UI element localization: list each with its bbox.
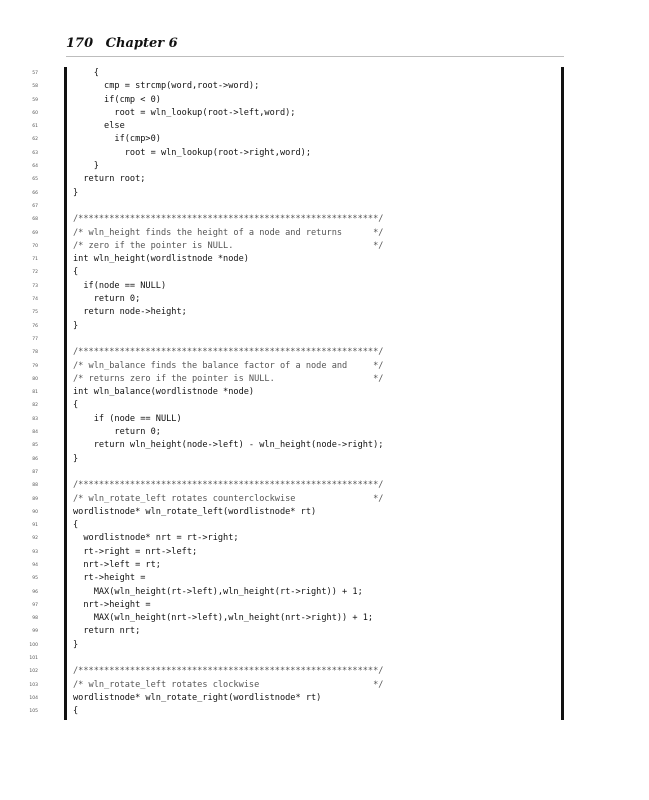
line-number: 60 xyxy=(32,110,38,116)
line-number: 75 xyxy=(32,310,38,316)
page-number: 170 xyxy=(66,36,94,51)
code-line xyxy=(0,373,649,386)
line-number: 59 xyxy=(32,97,38,103)
line-number: 68 xyxy=(32,217,38,223)
line-number: 72 xyxy=(32,270,38,276)
line-number: 96 xyxy=(32,589,38,595)
code-text: cmp = strcmp(word,root->word); xyxy=(73,81,260,92)
code-line xyxy=(0,413,649,426)
code-text: root = wln_lookup(root->left,word); xyxy=(73,107,296,118)
line-number: 98 xyxy=(32,616,38,622)
line-number: 73 xyxy=(32,283,38,289)
code-line xyxy=(0,147,649,160)
line-number: 61 xyxy=(32,124,38,130)
code-line xyxy=(0,240,649,253)
code-line xyxy=(0,80,649,93)
code-text: } xyxy=(73,187,79,198)
code-text: } xyxy=(73,320,79,331)
line-number: 91 xyxy=(32,523,38,529)
code-line xyxy=(0,625,649,638)
code-line xyxy=(0,386,649,399)
line-number: 70 xyxy=(32,243,38,249)
code-text: if(node == NULL) xyxy=(73,280,167,291)
code-line xyxy=(0,306,649,319)
line-number: 67 xyxy=(32,203,38,209)
code-text: /**********************************************************/ xyxy=(73,480,384,491)
code-text: return nrt; xyxy=(73,626,141,637)
code-line xyxy=(0,493,649,506)
line-number: 62 xyxy=(32,137,38,143)
code-text: /* wln_rotate_left rotates clockwise */ xyxy=(73,679,384,690)
code-line xyxy=(0,293,649,306)
code-text: { xyxy=(73,520,79,531)
code-text: } xyxy=(73,639,79,650)
code-line xyxy=(0,439,649,452)
code-text: nrt->left = rt; xyxy=(73,559,161,570)
line-number: 77 xyxy=(32,336,38,342)
line-number: 102 xyxy=(29,669,38,675)
code-text: return node->height; xyxy=(73,307,187,318)
code-line xyxy=(0,426,649,439)
code-text: if (node == NULL) xyxy=(73,413,182,424)
line-number: 57 xyxy=(32,71,38,76)
line-number: 82 xyxy=(32,403,38,409)
code-line xyxy=(0,586,649,599)
code-line xyxy=(0,360,649,373)
code-line xyxy=(0,399,649,412)
code-line xyxy=(0,333,649,346)
line-number: 76 xyxy=(32,323,38,329)
code-line xyxy=(0,253,649,266)
line-number: 90 xyxy=(32,509,38,515)
code-text: return 0; xyxy=(73,294,141,305)
code-line xyxy=(0,479,649,492)
code-line xyxy=(0,320,649,333)
code-text: int wln_height(wordlistnode *node) xyxy=(73,254,249,265)
line-number: 103 xyxy=(29,682,38,688)
line-number: 104 xyxy=(29,695,38,701)
code-line xyxy=(0,466,649,479)
code-line xyxy=(0,346,649,359)
code-line xyxy=(0,572,649,585)
code-text: /**********************************************************/ xyxy=(73,214,384,225)
code-line xyxy=(0,639,649,652)
code-text: if(cmp < 0) xyxy=(73,94,161,105)
code-line xyxy=(0,679,649,692)
line-number: 58 xyxy=(32,84,38,90)
line-number: 101 xyxy=(29,656,38,662)
code-text: } xyxy=(73,161,99,172)
code-line xyxy=(0,665,649,678)
code-line xyxy=(0,559,649,572)
code-text: { xyxy=(73,706,79,717)
code-line xyxy=(0,213,649,226)
code-text: wordlistnode* nrt = rt->right; xyxy=(73,533,239,544)
header-rule xyxy=(66,56,564,57)
code-line xyxy=(0,160,649,173)
code-text: int wln_balance(wordlistnode *node) xyxy=(73,387,255,398)
line-number: 87 xyxy=(32,469,38,475)
code-text: wordlistnode* wln_rotate_left(wordlistnode* rt) xyxy=(73,506,317,517)
code-text: return 0; xyxy=(73,427,161,438)
line-number: 86 xyxy=(32,456,38,462)
line-number: 84 xyxy=(32,430,38,436)
line-number: 74 xyxy=(32,297,38,303)
line-number: 66 xyxy=(32,190,38,196)
line-number: 69 xyxy=(32,230,38,236)
line-number: 97 xyxy=(32,602,38,608)
line-number: 100 xyxy=(29,642,38,648)
line-number: 80 xyxy=(32,376,38,382)
code-text: { xyxy=(73,68,99,78)
code-line xyxy=(0,692,649,705)
code-line xyxy=(0,280,649,293)
code-line xyxy=(0,519,649,532)
line-number: 85 xyxy=(32,443,38,449)
code-text: rt->height = xyxy=(73,573,146,584)
code-text: rt->right = nrt->left; xyxy=(73,546,198,557)
line-number: 99 xyxy=(32,629,38,635)
code-text: /**********************************************************/ xyxy=(73,666,384,677)
code-line xyxy=(0,187,649,200)
code-line xyxy=(0,107,649,120)
code-text: else xyxy=(73,121,125,132)
line-number: 95 xyxy=(32,576,38,582)
line-number: 92 xyxy=(32,536,38,542)
code-text: /**********************************************************/ xyxy=(73,347,384,358)
line-number: 64 xyxy=(32,164,38,170)
code-text: /* wln_rotate_left rotates counterclockwise */ xyxy=(73,493,384,504)
code-line xyxy=(0,94,649,107)
code-line xyxy=(0,266,649,279)
code-text: return root; xyxy=(73,174,146,185)
code-line xyxy=(0,200,649,213)
page-header xyxy=(66,36,178,51)
line-number: 65 xyxy=(32,177,38,183)
code-text: MAX(wln_height(rt->left),wln_height(rt->right)) + 1; xyxy=(73,586,363,597)
code-line xyxy=(0,453,649,466)
code-line xyxy=(0,67,649,80)
code-text: if(cmp>0) xyxy=(73,134,161,145)
code-line xyxy=(0,133,649,146)
code-line xyxy=(0,612,649,625)
code-line xyxy=(0,120,649,133)
line-number: 63 xyxy=(32,150,38,156)
line-number: 105 xyxy=(29,709,38,715)
line-number: 81 xyxy=(32,390,38,396)
code-listing xyxy=(0,67,649,719)
line-number: 79 xyxy=(32,363,38,369)
code-text: wordlistnode* wln_rotate_right(wordlistnode* rt) xyxy=(73,692,322,703)
chapter-title: Chapter 6 xyxy=(105,36,178,51)
line-number: 89 xyxy=(32,496,38,502)
code-line xyxy=(0,173,649,186)
code-text: return wln_height(node->left) - wln_height(node->right); xyxy=(73,440,384,451)
line-number: 83 xyxy=(32,416,38,422)
code-line xyxy=(0,506,649,519)
code-line xyxy=(0,652,649,665)
code-line xyxy=(0,599,649,612)
code-text: /* wln_balance finds the balance factor of a node and */ xyxy=(73,360,384,371)
line-number: 93 xyxy=(32,549,38,555)
code-text: { xyxy=(73,400,79,411)
code-text: /* zero if the pointer is NULL. */ xyxy=(73,240,384,251)
code-text: MAX(wln_height(nrt->left),wln_height(nrt->right)) + 1; xyxy=(73,613,374,624)
code-text: /* returns zero if the pointer is NULL. */ xyxy=(73,373,384,384)
line-number: 88 xyxy=(32,483,38,489)
code-line xyxy=(0,532,649,545)
code-text: /* wln_height finds the height of a node and returns */ xyxy=(73,227,384,238)
code-line xyxy=(0,705,649,718)
code-line xyxy=(0,227,649,240)
code-text: nrt->height = xyxy=(73,599,151,610)
code-line xyxy=(0,546,649,559)
code-text: } xyxy=(73,453,79,464)
line-number: 78 xyxy=(32,350,38,356)
code-text: { xyxy=(73,267,79,278)
code-text: root = wln_lookup(root->right,word); xyxy=(73,147,311,158)
line-number: 94 xyxy=(32,562,38,568)
line-number: 71 xyxy=(32,257,38,263)
